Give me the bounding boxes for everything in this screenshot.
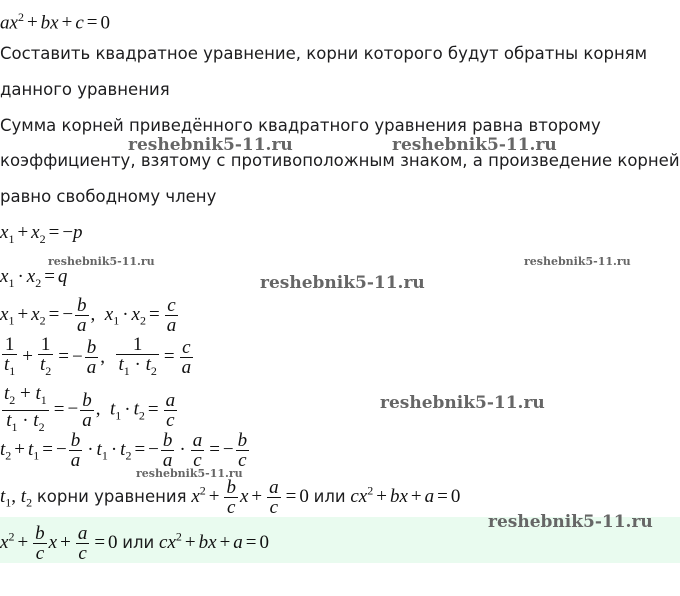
vieta-original-equation: $x_1 + x_2$ = − $\frac{b}{a}$ , $x_1 \cdot x_2$ = $\frac{c}{a}$ xyxy=(0,295,177,336)
theory-text-line-3: равно свободному члену xyxy=(0,187,217,206)
theory-text-line-2: коэффициенту, взятому с противоположным знаком, а произведение корней xyxy=(0,151,680,170)
watermark: reshebnik5-11.ru xyxy=(488,512,653,532)
task-text-line-2: данного уравнения xyxy=(0,80,170,99)
new-equation-statement: $t_1$, $t_2$ корни уравнения $x^2$ + $\frac{b}{c}$ x + $\frac{a}{c}$ = 0 или $cx^2$ + bx + a = 0 xyxy=(0,477,461,518)
watermark: reshebnik5-11.ru xyxy=(392,135,557,155)
or-word-2: или xyxy=(122,532,155,552)
watermark: reshebnik5-11.ru xyxy=(136,467,243,480)
reciprocal-roots-equation: $\frac{1}{t_1}$ + $\frac{1}{t_2}$ = − $\frac{b}{a}$ , $\frac{1}{t_1 \cdot t_2}$ = $\frac{c}{a}$ xyxy=(4,334,192,379)
watermark: reshebnik5-11.ru xyxy=(260,273,425,293)
watermark: reshebnik5-11.ru xyxy=(380,393,545,413)
watermark: reshebnik5-11.ru xyxy=(48,255,155,268)
combined-fraction-equation: $\frac{t_2 + t_1}{t_1 \cdot t_2}$ = − $\frac{b}{a}$ , $t_1 \cdot t_2$ = $\frac{a}{c}$ xyxy=(4,383,176,434)
problem-equation: $ax^2$ + bx + c = 0 xyxy=(0,10,110,34)
theory-text-line-1: Сумма корней приведённого квадратного уравнения равна второму xyxy=(0,116,601,135)
vieta-product-formula: $x_1 \cdot x_2 = q$ xyxy=(0,266,68,290)
watermark: reshebnik5-11.ru xyxy=(128,135,293,155)
or-word-1: или xyxy=(313,486,346,506)
task-text-line-1: Составить квадратное уравнение, корни которого будут обратны корням xyxy=(0,44,648,63)
answer-equation: $x^2$ + $\frac{b}{c}$ x + $\frac{a}{c}$ = 0 или $cx^2$ + bx + a = 0 xyxy=(0,523,269,564)
roots-text: корни уравнения xyxy=(36,486,187,506)
watermark: reshebnik5-11.ru xyxy=(524,255,631,268)
sum-of-new-roots: $t_2 + t_1$ = − $\frac{b}{a}$ · $t_1 \cdot t_2$ = − $\frac{b}{a}$ · $\frac{a}{c}$ = − $\frac{b}{c}$ xyxy=(0,430,248,471)
vieta-sum-formula: $x_1 + x_2 = -p$ xyxy=(0,222,83,246)
